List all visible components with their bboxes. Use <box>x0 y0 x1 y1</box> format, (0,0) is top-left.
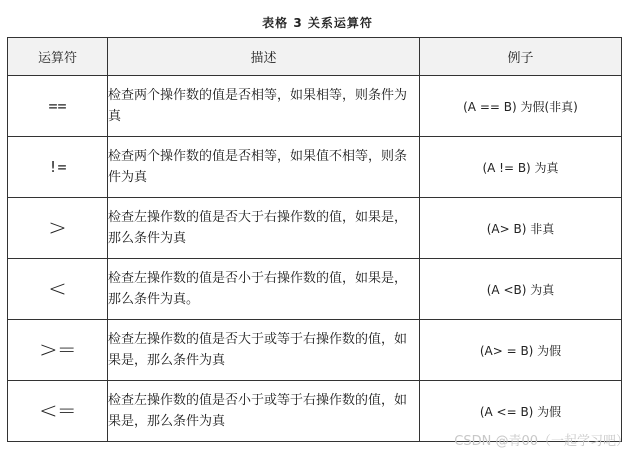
description-cell: 检查左操作数的值是否小于或等于右操作数的值，如果是，那么条件为真 <box>108 381 420 442</box>
description-cell: 检查两个操作数的值是否相等，如果值不相等，则条件为真 <box>108 137 420 198</box>
operator-cell: < <box>8 259 108 320</box>
description-cell: 检查左操作数的值是否小于右操作数的值，如果是，那么条件为真。 <box>108 259 420 320</box>
relational-operators-table <box>7 37 622 442</box>
example-cell: (A <= B) 为假 <box>420 381 622 442</box>
example-cell: (A> B) 非真 <box>420 198 622 259</box>
header-description: 描述 <box>108 38 420 76</box>
table-row <box>8 198 622 259</box>
operator-cell: <= <box>8 381 108 442</box>
header-example: 例子 <box>420 38 622 76</box>
table-caption: 表格 3 关系运算符 <box>262 16 373 30</box>
description-cell: 检查左操作数的值是否大于右操作数的值，如果是，那么条件为真 <box>108 198 420 259</box>
example-cell: (A> = B) 为假 <box>420 320 622 381</box>
header-operator: 运算符 <box>8 38 108 76</box>
example-cell: (A != B) 为真 <box>420 137 622 198</box>
operator-cell: == <box>8 76 108 137</box>
operator-cell: != <box>8 137 108 198</box>
operator-cell: > <box>8 198 108 259</box>
table-row <box>8 320 622 381</box>
description-cell: 检查两个操作数的值是否相等，如果相等，则条件为真 <box>108 76 420 137</box>
table-header-row <box>8 38 622 76</box>
description-cell: 检查左操作数的值是否大于或等于右操作数的值，如果是，那么条件为真 <box>108 320 420 381</box>
csdn-watermark: CSDN @青00（一起学习吧） <box>454 434 629 449</box>
table-row <box>8 76 622 137</box>
table-row <box>8 259 622 320</box>
operator-cell: >= <box>8 320 108 381</box>
example-cell: (A == B) 为假(非真) <box>420 76 622 137</box>
example-cell: (A <B) 为真 <box>420 259 622 320</box>
table-row <box>8 137 622 198</box>
